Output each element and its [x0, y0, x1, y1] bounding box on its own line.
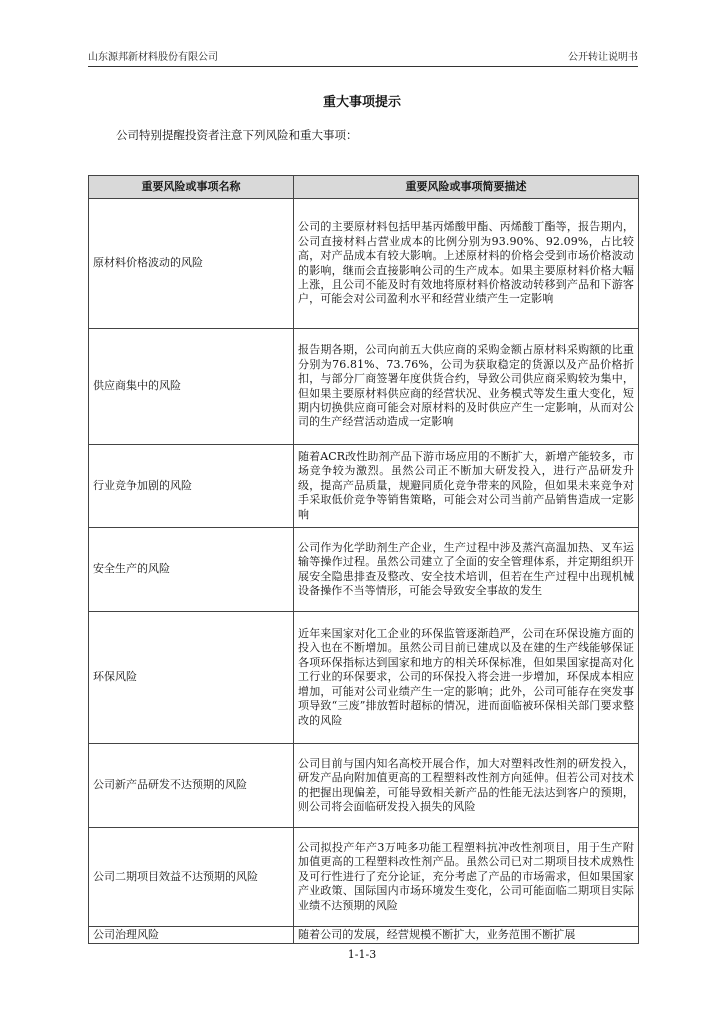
- risk-description-cell: 公司作为化学助剂生产企业，生产过程中涉及蒸汽高温加热、叉车运输等操作过程。虽然公司建立了全面的安全管理体系，并定期组织开展安全隐患排查及整改、安全技术培训，但若在生产过程中出现机械设备操作不当等情形，可能会导致安全事故的发生: [294, 528, 639, 612]
- risk-name-cell: 公司二期项目效益不达预期的风险: [89, 828, 294, 927]
- risk-name-cell: 环保风险: [89, 612, 294, 744]
- risk-description-cell: 公司目前与国内知名高校开展合作，加大对塑料改性剂的研发投入，研发产品向附加值更高的工程塑料改性剂方向延伸。但若公司对技术的把握出现偏差，可能导致相关新产品的性能无法达到客户的预期，则公司将会面临研发投入损失的风险: [294, 744, 639, 828]
- table-row: [89, 744, 639, 828]
- table-row: [89, 828, 639, 927]
- table-header-row: [89, 176, 639, 199]
- table-row: [89, 927, 639, 944]
- risk-name-cell: 行业竞争加剧的风险: [89, 445, 294, 528]
- risk-name-cell: 安全生产的风险: [89, 528, 294, 612]
- risk-name-cell: 原材料价格波动的风险: [89, 199, 294, 329]
- risk-description-cell: 随着ACR改性助剂产品下游市场应用的不断扩大，新增产能较多，市场竞争较为激烈。虽然公司正不断加大研发投入，进行产品研发升级，提高产品质量，规避同质化竞争带来的风险，但如果未来竞争对手采取低价竞争等销售策略，可能会对公司当前产品销售造成一定影响: [294, 445, 639, 528]
- header-document-type: 公开转让说明书: [568, 52, 638, 63]
- risk-description-cell: 公司的主要原材料包括甲基丙烯酸甲酯、丙烯酸丁酯等，报告期内，公司直接材料占营业成本的比例分别为93.90%、92.09%，占比较高，对产品成本有较大影响。上述原材料的价格会受到市场价格波动的影响，继而会直接影响公司的生产成本。如果主要原材料价格大幅上涨，且公司不能及时有效地将原材料价格波动转移到产品和下游客户，可能会对公司盈利水平和经营业绩产生一定影响: [294, 199, 639, 329]
- column-header-risk-description: 重要风险或事项简要描述: [294, 176, 639, 199]
- column-header-risk-name: 重要风险或事项名称: [89, 176, 294, 199]
- table-row: [89, 528, 639, 612]
- table-row: [89, 445, 639, 528]
- page-title: 重大事项提示: [322, 95, 401, 110]
- risk-name-cell: 公司治理风险: [89, 927, 294, 944]
- table-row: [89, 199, 639, 329]
- risk-name-cell: 供应商集中的风险: [89, 329, 294, 445]
- header-company-name: 山东源邦新材料股份有限公司: [88, 52, 218, 63]
- risk-table: [88, 175, 639, 944]
- page-header: [88, 52, 638, 67]
- table-row: [89, 329, 639, 445]
- page-number: 1-1-3: [347, 948, 377, 961]
- risk-name-cell: 公司新产品研发不达预期的风险: [89, 744, 294, 828]
- risk-description-cell: 报告期各期，公司向前五大供应商的采购金额占原材料采购额的比重分别为76.81%、73.76%，公司为获取稳定的货源以及产品价格折扣，与部分厂商签署年度供货合约，导致公司供应商采购较为集中，但如果主要原材料供应商的经营状况、业务模式等发生重大变化，短期内切换供应商可能会对原材料的及时供应产生一定影响，从而对公司的生产经营活动造成一定影响: [294, 329, 639, 445]
- risk-description-cell: 随着公司的发展，经营规模不断扩大，业务范围不断扩展: [294, 927, 639, 944]
- risk-description-cell: 近年来国家对化工企业的环保监管逐渐趋严，公司在环保设施方面的投入也在不断增加。虽然公司目前已建成以及在建的生产线能够保证各项环保指标达到国家和地方的相关环保标准，但如果国家提高对化工行业的环保要求，公司的环保投入将会进一步增加，环保成本相应增加，可能对公司业绩产生一定的影响；此外，公司可能存在突发事项导致“三废”排放暂时超标的情况，进而面临被环保相关部门要求整改的风险: [294, 612, 639, 744]
- risk-description-cell: 公司拟投产年产3万吨多功能工程塑料抗冲改性剂项目，用于生产附加值更高的工程塑料改性剂产品。虽然公司已对二期项目技术成熟性及可行性进行了充分论证，充分考虑了产品的市场需求，但如果国家产业政策、国际国内市场环境发生变化，公司可能面临二期项目实际业绩不达预期的风险: [294, 828, 639, 927]
- intro-paragraph: 公司特别提醒投资者注意下列风险和重大事项：: [116, 128, 358, 142]
- table-row: [89, 612, 639, 744]
